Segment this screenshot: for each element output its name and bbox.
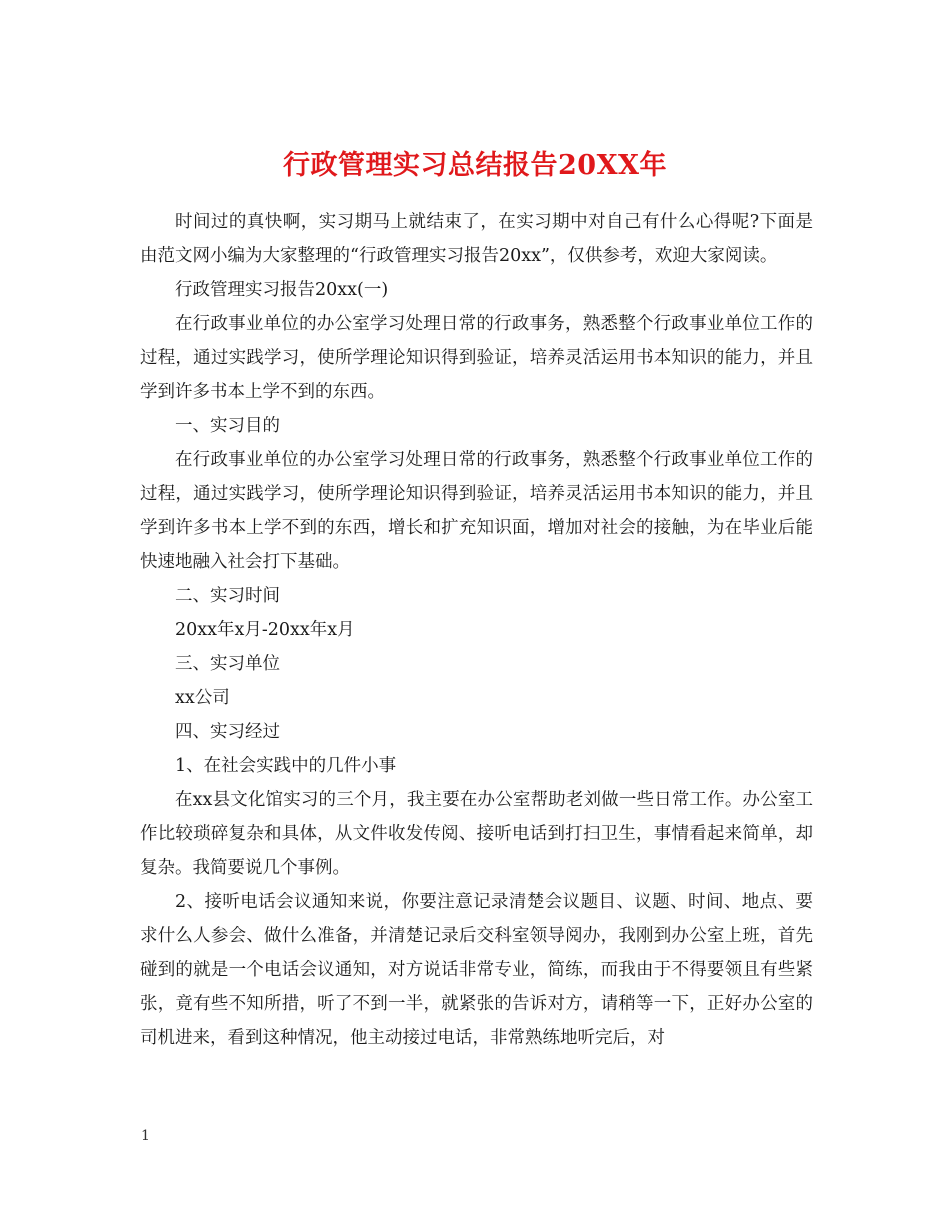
body-paragraph: 时间过的真快啊，实习期马上就结束了，在实习期中对自己有什么心得呢?下面是由范文网小编为大家整理的“行政管理实习报告20xx”，仅供参考，欢迎大家阅读。	[140, 212, 813, 266]
document-title: 行政管理实习总结报告20XX年	[283, 150, 667, 182]
section-heading: 二、实习时间	[175, 586, 280, 606]
page-number: 1	[141, 1128, 150, 1144]
section-heading: 行政管理实习报告20xx(一)	[175, 280, 389, 300]
body-line: 20xx年x月-20xx年x月	[175, 620, 355, 640]
body-paragraph: 在行政事业单位的办公室学习处理日常的行政事务，熟悉整个行政事业单位工作的过程，通过实践学习，使所学理论知识得到验证，培养灵活运用书本知识的能力，并且学到许多书本上学不到的东西，增长和扩充知识面，增加对社会的接触，为在毕业后能快速地融入社会打下基础。	[140, 450, 813, 572]
body-paragraph: 在行政事业单位的办公室学习处理日常的行政事务，熟悉整个行政事业单位工作的过程，通过实践学习，使所学理论知识得到验证，培养灵活运用书本知识的能力，并且学到许多书本上学不到的东西。	[140, 314, 813, 402]
body-line: xx公司	[175, 688, 230, 708]
document-body	[140, 205, 813, 1055]
section-heading: 四、实习经过	[175, 722, 280, 742]
body-paragraph: 2、接听电话会议通知来说，你要注意记录清楚会议题目、议题、时间、地点、要求什么人参会、做什么准备，并清楚记录后交科室领导阅办，我刚到办公室上班，首先碰到的就是一个电话会议通知，对方说话非常专业，简练，而我由于不得要领且有些紧张，竟有些不知所措，听了不到一半，就紧张的告诉对方，请稍等一下，正好办公室的司机进来，看到这种情况，他主动接过电话，非常熟练地听完后，对	[140, 892, 813, 1048]
body-paragraph: 在xx县文化馆实习的三个月，我主要在办公室帮助老刘做一些日常工作。办公室工作比较琐碎复杂和具体，从文件收发传阅、接听电话到打扫卫生，事情看起来简单，却复杂。我简要说几个事例。	[140, 790, 813, 878]
section-heading: 三、实习单位	[175, 654, 280, 674]
section-heading: 一、实习目的	[175, 416, 280, 436]
subsection-heading: 1、在社会实践中的几件小事	[175, 756, 397, 776]
